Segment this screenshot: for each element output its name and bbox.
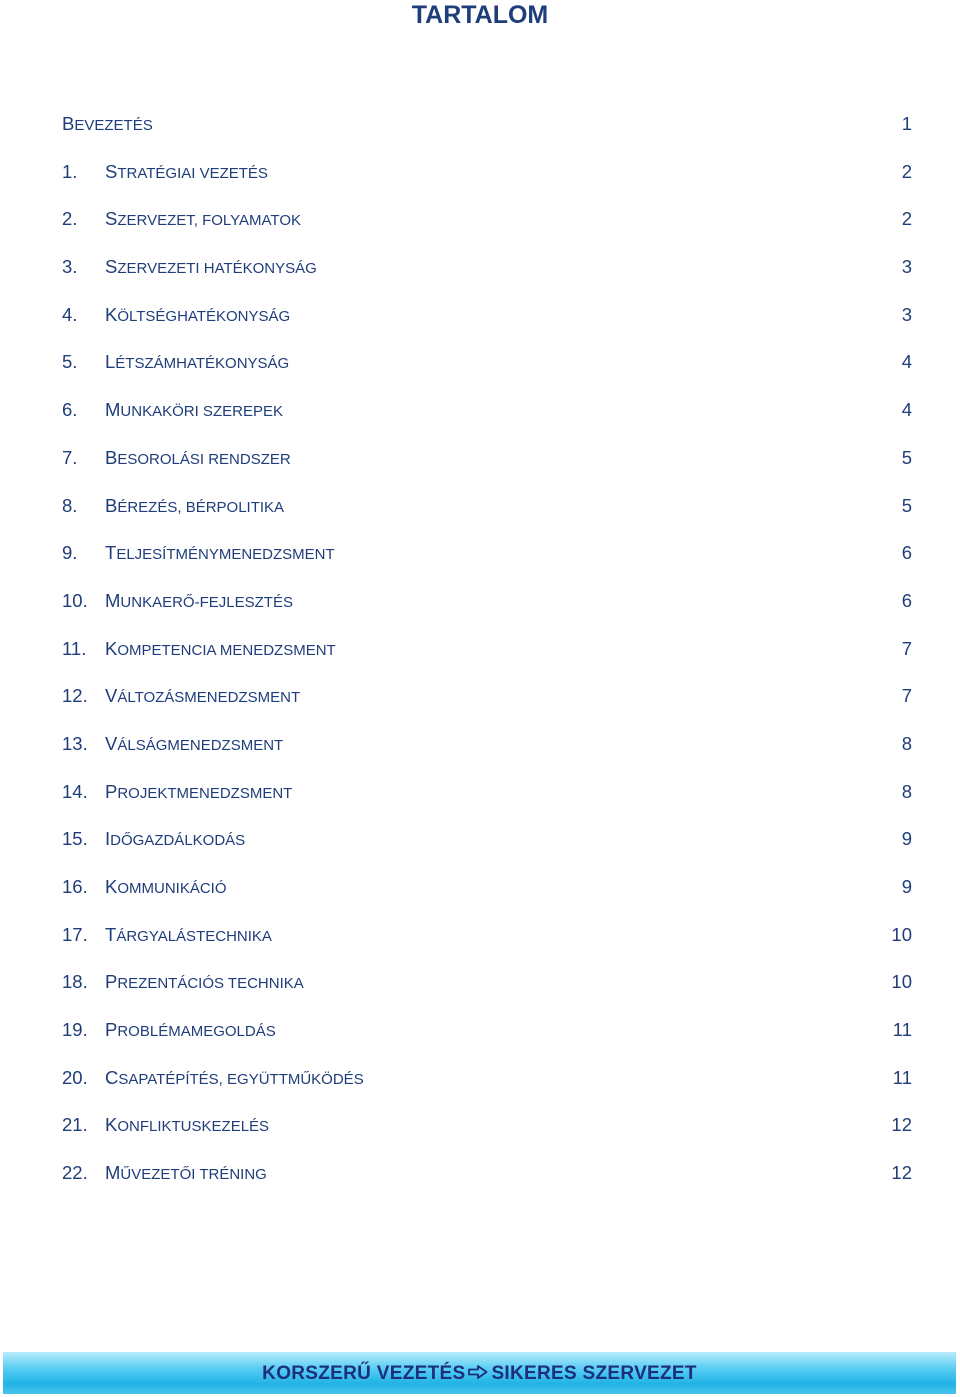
- toc-entry[interactable]: [62, 386, 912, 434]
- toc-entry[interactable]: [62, 291, 912, 339]
- toc-entry-page-number: 5: [901, 494, 912, 516]
- toc-entry-title: [105, 1149, 267, 1199]
- toc-entry-page-number: 1: [901, 113, 912, 134]
- toc-entry-page-number: 2: [901, 160, 912, 182]
- toc-entry-number: 11.: [62, 637, 87, 659]
- toc-entry[interactable]: [62, 768, 912, 816]
- toc-entry-title: [105, 434, 291, 484]
- toc-entry[interactable]: [62, 720, 912, 768]
- toc-entry[interactable]: [62, 434, 912, 482]
- toc-entry-number: 6.: [62, 399, 78, 421]
- footer-banner: [3, 1352, 956, 1394]
- toc-entry[interactable]: [62, 482, 912, 530]
- toc-entry-title-initial: V: [105, 732, 118, 754]
- toc-entry-page-number: 8: [901, 780, 912, 802]
- toc-entry-page-number: 3: [901, 256, 912, 278]
- toc-entry-number: 16.: [62, 876, 88, 897]
- toc-entry-title-initial: M: [105, 589, 121, 611]
- toc-entry[interactable]: [62, 815, 912, 863]
- table-of-contents: [62, 100, 912, 1197]
- toc-entry-title-initial: M: [105, 1162, 121, 1184]
- toc-entry[interactable]: [62, 338, 912, 386]
- toc-entry-title-initial: C: [105, 1066, 119, 1088]
- toc-entry-number: 21.: [62, 1114, 88, 1136]
- toc-entry-title-initial: I: [105, 828, 111, 850]
- toc-entry-page-number: 10: [891, 923, 912, 945]
- toc-entry-number: 4.: [62, 303, 78, 325]
- toc-entry-title: [105, 195, 301, 245]
- toc-entry-page-number: 12: [891, 1114, 912, 1136]
- toc-entry-title-initial: B: [105, 446, 118, 468]
- toc-entry-title: [105, 1006, 276, 1056]
- toc-entry[interactable]: [62, 625, 912, 673]
- toc-entry-title-rest: ESOROLÁSI RENDSZER: [117, 450, 291, 468]
- toc-entry-title: [105, 1054, 364, 1104]
- toc-entry[interactable]: [62, 863, 912, 911]
- toc-entry-title-rest: SAPATÉPÍTÉS, EGYÜTTMŰKÖDÉS: [118, 1070, 364, 1088]
- toc-entry-number: 2.: [62, 208, 78, 230]
- toc-entry-number: 14.: [62, 780, 88, 802]
- toc-entry-number: 10.: [62, 589, 88, 611]
- toc-entry-title-initial: P: [105, 971, 118, 993]
- toc-entry-title-initial: B: [62, 113, 75, 134]
- toc-entry-number: 15.: [62, 828, 88, 850]
- toc-entry-title: [105, 863, 227, 913]
- toc-entry-title-rest: TRATÉGIAI VEZETÉS: [117, 164, 268, 182]
- toc-entry-title-rest: ZERVEZET, FOLYAMATOK: [117, 212, 301, 230]
- toc-entry[interactable]: [62, 195, 912, 243]
- toc-entry-page-number: 11: [892, 1066, 912, 1088]
- toc-entry-page-number: 2: [901, 208, 912, 230]
- toc-entry-title-initial: V: [105, 685, 118, 707]
- toc-entry-page-number: 12: [891, 1162, 912, 1184]
- toc-entry-title: [105, 291, 290, 341]
- toc-entry-title: [62, 100, 153, 150]
- toc-entry-title-rest: ÁLSÁGMENEDZSMENT: [117, 736, 284, 754]
- footer-slogan-right: SIKERES SZERVEZET: [491, 1363, 697, 1384]
- toc-entry-number: 22.: [62, 1162, 88, 1184]
- toc-entry-title-rest: ÖLTSÉGHATÉKONYSÁG: [117, 307, 291, 325]
- toc-entry-page-number: 4: [901, 351, 912, 373]
- toc-entry[interactable]: [62, 1006, 912, 1054]
- toc-entry-number: 18.: [62, 971, 88, 993]
- toc-entry[interactable]: [62, 1101, 912, 1149]
- toc-entry-title-initial: T: [105, 542, 117, 564]
- toc-entry-title: [105, 148, 268, 198]
- toc-entry-page-number: 4: [901, 399, 912, 421]
- toc-entry-title-initial: T: [105, 923, 117, 945]
- toc-entry-number: 5.: [62, 351, 78, 373]
- toc-entry-page-number: 9: [901, 828, 912, 850]
- toc-entry-title-initial: S: [105, 256, 118, 278]
- toc-entry-title-rest: UNKAERŐ-FEJLESZTÉS: [120, 593, 293, 611]
- page-title: TARTALOM: [411, 1, 549, 29]
- toc-entry-page-number: 6: [901, 589, 912, 611]
- toc-entry-title-rest: ŰVEZETŐI TRÉNING: [120, 1166, 267, 1184]
- toc-entry[interactable]: [62, 1149, 912, 1197]
- toc-entry-title-initial: M: [105, 399, 121, 421]
- toc-entry-title-initial: K: [105, 303, 118, 325]
- toc-entry-title: [105, 243, 317, 293]
- toc-entry-title: [105, 911, 272, 961]
- toc-entry[interactable]: [62, 243, 912, 291]
- toc-entry-title: [105, 338, 289, 388]
- toc-entry-title-initial: K: [105, 637, 118, 659]
- toc-entry-page-number: 6: [901, 542, 912, 564]
- toc-entry-title: [105, 958, 304, 1008]
- toc-entry-title-rest: ROBLÉMAMEGOLDÁS: [117, 1023, 276, 1041]
- toc-entry-number: 8.: [62, 494, 78, 516]
- toc-entry-title-initial: K: [105, 876, 118, 897]
- toc-entry-title: [105, 482, 284, 532]
- toc-entry[interactable]: [62, 672, 912, 720]
- toc-entry-title-initial: L: [105, 351, 116, 373]
- toc-entry-title-rest: ROJEKTMENEDZSMENT: [117, 784, 293, 802]
- toc-entry[interactable]: [62, 911, 912, 959]
- toc-entry-page-number: 10: [891, 971, 912, 993]
- toc-entry-title-rest: ÁLTOZÁSMENEDZSMENT: [117, 689, 301, 707]
- toc-entry-number: 20.: [62, 1066, 88, 1088]
- toc-entry-title-initial: S: [105, 160, 118, 182]
- toc-entry[interactable]: [62, 577, 912, 625]
- toc-entry-title-initial: B: [105, 494, 118, 516]
- toc-entry-title: [105, 386, 283, 436]
- toc-entry-page-number: 7: [901, 685, 912, 707]
- toc-entry-number: 12.: [62, 685, 88, 707]
- toc-entry-title-initial: K: [105, 1114, 118, 1136]
- toc-entry-number: 9.: [62, 542, 78, 564]
- toc-entry[interactable]: [62, 100, 912, 148]
- toc-entry-number: 1.: [62, 160, 78, 182]
- toc-entry-title: [105, 815, 245, 865]
- toc-entry-page-number: 9: [901, 876, 912, 897]
- toc-entry-number: 7.: [62, 446, 78, 468]
- toc-entry-number: 19.: [62, 1019, 88, 1041]
- toc-entry-title-rest: DŐGAZDÁLKODÁS: [110, 832, 246, 850]
- toc-entry-title: [105, 672, 300, 722]
- toc-entry[interactable]: [62, 148, 912, 196]
- toc-entry-title: [105, 577, 293, 627]
- toc-entry[interactable]: [62, 529, 912, 577]
- toc-entry-title-rest: ÉTSZÁMHATÉKONYSÁG: [115, 355, 290, 373]
- toc-entry-title-rest: EVEZETÉS: [74, 117, 153, 134]
- toc-entry-number: 13.: [62, 732, 88, 754]
- toc-entry-title-initial: S: [105, 208, 118, 230]
- toc-entry-page-number: 8: [901, 732, 912, 754]
- toc-entry-title: [105, 768, 292, 818]
- footer-slogan: [262, 1363, 697, 1385]
- toc-entry-title-rest: ÉREZÉS, BÉRPOLITIKA: [117, 498, 285, 516]
- toc-entry-title-rest: OMPETENCIA MENEDZSMENT: [117, 641, 336, 659]
- toc-entry-page-number: 3: [901, 303, 912, 325]
- toc-entry-title-rest: ZERVEZETI HATÉKONYSÁG: [117, 260, 317, 278]
- toc-entry-number: 3.: [62, 256, 78, 278]
- toc-entry-page-number: 7: [901, 637, 912, 659]
- footer-slogan-left: KORSZERŰ VEZETÉS: [262, 1363, 466, 1384]
- toc-entry-number: 17.: [62, 923, 88, 945]
- toc-entry-title: [105, 625, 336, 675]
- toc-entry-title-rest: REZENTÁCIÓS TECHNIKA: [117, 975, 304, 993]
- right-arrow-outline-icon: [468, 1365, 488, 1379]
- toc-entry-title: [105, 529, 335, 579]
- toc-entry-title-rest: UNKAKÖRI SZEREPEK: [120, 403, 283, 421]
- toc-entry[interactable]: [62, 958, 912, 1006]
- toc-entry-title-rest: OMMUNIKÁCIÓ: [117, 880, 227, 897]
- toc-entry-title-initial: P: [105, 1019, 118, 1041]
- toc-entry-title: [105, 1101, 269, 1151]
- toc-entry-title-rest: ONFLIKTUSKEZELÉS: [117, 1118, 270, 1136]
- toc-entry-title-rest: ÁRGYALÁSTECHNIKA: [116, 927, 272, 945]
- toc-entry[interactable]: [62, 1054, 912, 1102]
- toc-entry-title: [105, 720, 283, 770]
- toc-entry-title-rest: ELJESÍTMÉNYMENEDZSMENT: [116, 546, 335, 564]
- toc-entry-page-number: 5: [901, 446, 912, 468]
- toc-entry-page-number: 11: [892, 1019, 912, 1041]
- toc-entry-title-initial: P: [105, 780, 118, 802]
